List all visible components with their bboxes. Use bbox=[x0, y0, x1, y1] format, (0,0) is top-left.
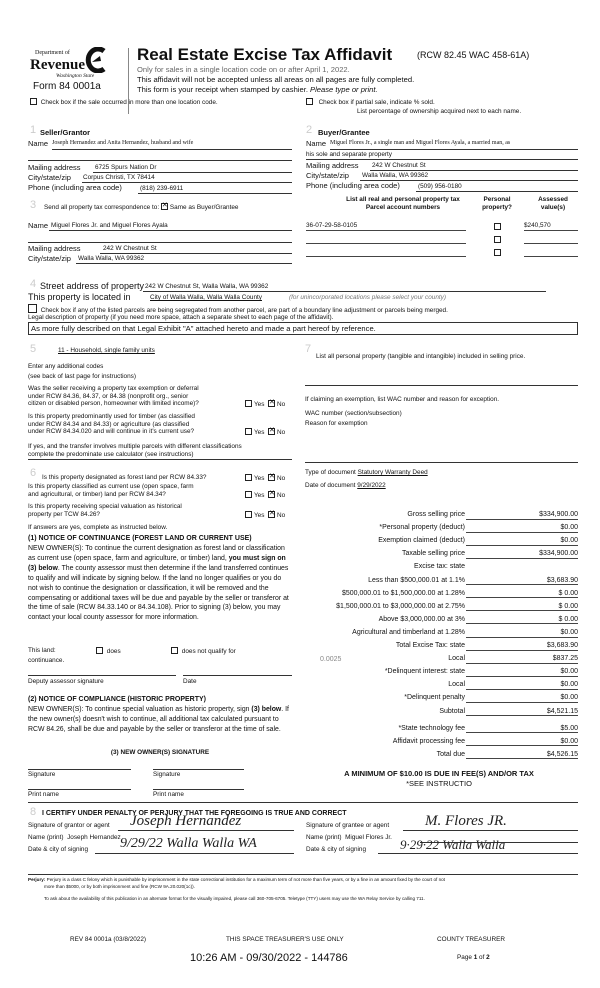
buyer-city-field[interactable]: Walla Walla, WA 99362 bbox=[362, 172, 429, 179]
parcel-number-field[interactable] bbox=[306, 235, 466, 244]
land-use-code[interactable]: 11 - Household, single family units bbox=[58, 347, 155, 354]
revenue-logo-text: Revenue bbox=[30, 57, 85, 73]
see-instructions: *SEE INSTRUCTIO bbox=[406, 779, 472, 788]
tax-row-label: *Delinquent penalty bbox=[404, 694, 465, 702]
tax-row-label: Subtotal bbox=[439, 707, 465, 715]
q-forest: Is this property designated as forest land per RCW 84.33? bbox=[42, 474, 207, 481]
buyer-name-label: Name bbox=[306, 139, 327, 148]
street-field[interactable]: 242 W Chestnut St, Walla Walla, WA 99362 bbox=[145, 283, 269, 290]
tax-row-label: Total Excise Tax: state bbox=[395, 642, 465, 649]
doc-date-field[interactable]: 9/29/2022 bbox=[357, 482, 386, 489]
seller-city-label: City/state/zip bbox=[28, 173, 71, 182]
grantor-signature[interactable]: Joseph Hernandez bbox=[130, 813, 242, 829]
yes-checkbox[interactable]: Yes bbox=[245, 475, 264, 482]
grantor-name: Name (print) Joseph Hernandez bbox=[28, 834, 121, 841]
personal-property-label: List all personal property (tangible and intangible) included in selling price. bbox=[316, 353, 526, 360]
yes-checkbox[interactable]: Yes bbox=[245, 429, 264, 436]
q-historic: Is this property receiving special valuation as historical property per TCW 84.26? bbox=[28, 503, 182, 518]
tax-row-label: Taxable selling price bbox=[401, 550, 465, 558]
section-number: 7 bbox=[305, 343, 312, 355]
parcel-header: List all real and personal property tax Parcel account numbers bbox=[346, 196, 460, 211]
seller-phone-label: Phone (including area code) bbox=[28, 183, 122, 192]
personal-property-checkbox[interactable] bbox=[494, 222, 503, 231]
treasurer-stamp: 10:26 AM - 09/30/2022 - 144786 bbox=[190, 952, 348, 964]
same-as-buyer-checkbox[interactable] bbox=[161, 203, 168, 210]
parcel-number-field[interactable]: 36-07-29-58-0105 bbox=[306, 222, 466, 231]
tax-row-label: Affidavit processing fee bbox=[392, 737, 465, 745]
deputy-signature-field[interactable]: Deputy assessor signature bbox=[28, 678, 104, 685]
seller-heading: Seller/Grantor bbox=[40, 128, 91, 137]
q-timber: Is this property predominantly used for timber (as classified under RCW 84.34 and 84.33) or agriculture (as classified under RCW 84.34.020 and will continue in it's current use? bbox=[28, 413, 195, 436]
tax-row-value[interactable]: $0.00 bbox=[466, 629, 578, 638]
tax-row-value[interactable]: $0.00 bbox=[466, 681, 578, 690]
tax-row-label: Local bbox=[448, 655, 465, 663]
q-historic-yesno bbox=[245, 511, 285, 520]
tax-row-label: Local bbox=[448, 681, 465, 689]
buyer-mail-label: Mailing address bbox=[306, 161, 359, 170]
personal-property-checkbox[interactable] bbox=[494, 235, 503, 244]
tax-row-value[interactable]: $0.00 bbox=[466, 537, 578, 546]
header-line1: Only for sales in a single location code on or after April 1, 2022. bbox=[137, 65, 350, 74]
buyer-city-label: City/state/zip bbox=[306, 171, 349, 180]
corr-name-label: Name bbox=[28, 221, 49, 230]
no-checkbox[interactable]: ✕ No bbox=[268, 512, 285, 519]
section-number: 8 bbox=[30, 806, 37, 818]
grantor-date-label: Date & city of signing bbox=[28, 846, 89, 853]
tax-row-value[interactable]: $3,683.90 bbox=[466, 642, 578, 651]
correspondence-label: Send all property tax correspondence to: ✕ Same as Buyer/Grantee bbox=[44, 203, 238, 212]
no-checkbox[interactable]: ✕ No bbox=[268, 401, 285, 408]
seller-mail-field[interactable]: 6725 Spurs Nation Dr bbox=[95, 164, 157, 171]
section-number: 2 bbox=[306, 124, 313, 136]
perjury-notice: Perjury: Perjury is a class C felony which is punishable by imprisonment in the state correctional institution for a maximum term of not more than five years, or by a fine in an amount fixed by the court of not bbox=[28, 877, 445, 882]
treasurer-use-label: THIS SPACE TREASURER'S USE ONLY bbox=[226, 936, 344, 943]
section-number: 5 bbox=[30, 343, 37, 355]
tax-row-label: *Personal property (deduct) bbox=[379, 524, 465, 532]
buyer-phone-field[interactable]: (509) 956-0180 bbox=[418, 183, 462, 190]
owner-signature-2[interactable]: Signature bbox=[153, 771, 181, 778]
buyer-mail-field[interactable]: 242 W Chestnut St bbox=[372, 162, 426, 169]
grantee-signature-label: Signature of grantee or agent bbox=[306, 822, 390, 829]
tax-row-value[interactable]: $4,521.15 bbox=[466, 708, 578, 717]
tax-row-label: $500,000.01 to $1,500,000.00 at 1.28% bbox=[342, 589, 465, 597]
yes-checkbox[interactable]: Yes bbox=[245, 401, 264, 408]
corr-name-field[interactable]: Miguel Flores Jr. and Miguel Flores Ayala bbox=[51, 222, 168, 229]
assessed-value-field[interactable]: $240,570 bbox=[524, 222, 578, 231]
corr-mail-label: Mailing address bbox=[28, 244, 81, 253]
tax-row-label: Total due bbox=[436, 750, 465, 758]
q-exemption-yesno bbox=[245, 400, 285, 409]
grantee-date-label: Date & city of signing bbox=[306, 846, 367, 853]
notice-compliance-title: (2) NOTICE OF COMPLIANCE (HISTORIC PROPERTY) bbox=[28, 696, 206, 703]
located-label: This property is located in bbox=[28, 292, 131, 302]
page-title: Real Estate Excise Tax Affidavit bbox=[137, 45, 393, 64]
doc-type: Type of document Statutory Warranty Deed bbox=[305, 469, 428, 476]
tax-row-value[interactable]: $3,683.90 bbox=[466, 577, 578, 586]
legal-description-field[interactable]: As more fully described on that Legal Exhibit "A" attached hereto and made a part hereof by reference. bbox=[28, 322, 578, 335]
multi-location-checkbox[interactable]: Check box if the sale occurred in more than one location code. bbox=[30, 98, 218, 107]
yes-checkbox[interactable]: Yes bbox=[245, 512, 264, 519]
tax-row-label: Agricultural and timberland at 1.28% bbox=[352, 628, 465, 636]
header-line3: This form is your receipt when stamped by cashier. Please type or print. bbox=[137, 85, 378, 94]
street-label: Street address of property bbox=[40, 281, 145, 291]
seller-mail-label: Mailing address bbox=[28, 163, 81, 172]
state-label: Washington State bbox=[56, 73, 95, 79]
tax-row-value[interactable]: $5.00 bbox=[466, 725, 578, 734]
dor-logo-icon bbox=[84, 47, 106, 73]
section-number: 4 bbox=[30, 278, 37, 290]
seller-city-field[interactable]: Corpus Christi, TX 78414 bbox=[83, 174, 155, 181]
located-field[interactable]: City of Walla Walla, Walla Walla County bbox=[150, 294, 262, 301]
this-land-label: This land: bbox=[28, 647, 56, 654]
buyer-heading: Buyer/Grantee bbox=[318, 128, 370, 137]
tax-row-label: *Delinquent interest: state bbox=[384, 668, 465, 676]
perjury-notice-2: more than $5000, or by both imprisonment and fine (RCW 9A.20.020(1c)). bbox=[44, 884, 195, 889]
buyer-name-field[interactable]: Miguel Flores Jr., a single man and Miguel Flores Ayala, a married man, as bbox=[330, 140, 511, 146]
tax-row-value[interactable]: $0.00 bbox=[466, 738, 578, 747]
notice-continuance-title: (1) NOTICE OF CONTINUANCE (FOREST LAND OR CURRENT USE) bbox=[28, 535, 252, 542]
corr-city-field[interactable]: Walla Walla, WA 99362 bbox=[78, 255, 145, 262]
q-timber-yesno bbox=[245, 428, 285, 437]
doc-type-field[interactable]: Statutory Warranty Deed bbox=[357, 469, 428, 476]
tax-row-label: Exemption claimed (deduct) bbox=[378, 537, 465, 545]
located-hint: (for unincorporated locations please select your county) bbox=[289, 294, 447, 301]
tax-row-value[interactable]: $ 0.00 bbox=[466, 590, 578, 599]
does-not-checkbox[interactable]: does not qualify for bbox=[171, 647, 236, 656]
county-treasurer-label: COUNTY TREASURER bbox=[437, 936, 505, 943]
tax-row-label: *State technology fee bbox=[398, 724, 465, 732]
q-forest-yesno bbox=[245, 474, 285, 483]
notice-compliance-text: NEW OWNER(S): To continue special valuation as historic property, sign (3) below. If the new owner(s) doesn't wish to continue, all additional tax calculated pursuant to RCW 84.26, shall be due and payable by the seller or transferor at the time of sale. bbox=[28, 706, 289, 733]
grantee-name: Name (print) Miguel Flores Jr. bbox=[306, 834, 392, 841]
tax-row-label: Less than $500,000.01 at 1.1% bbox=[368, 576, 465, 584]
no-checkbox[interactable]: ✕ No bbox=[268, 475, 285, 482]
tax-row-value[interactable]: $0.00 bbox=[466, 694, 578, 703]
additional-codes-note: (see back of last page for instructions) bbox=[28, 373, 136, 380]
personal-property-checkbox[interactable] bbox=[494, 248, 503, 257]
additional-codes-label: Enter any additional codes bbox=[28, 363, 104, 370]
local-rate: 0.0025 bbox=[320, 656, 342, 663]
q-exemption: Was the seller receiving a property tax exemption or deferral under RCW 84.36, 84.37, or 84.38 (nonprofit org., senior citizen or disabled person, homeowner with limited income)? bbox=[28, 385, 199, 408]
segregated-checkbox[interactable]: Check box if any of the listed parcels are being segregated from another parcel, are part of a boundary line adjustment or parcels being merged. bbox=[28, 304, 448, 315]
section-number: 6 bbox=[30, 467, 37, 479]
grantee-signature[interactable]: M. Flores JR. bbox=[425, 813, 507, 829]
seller-name-label: Name bbox=[28, 139, 49, 148]
tax-row-value[interactable]: $0.00 bbox=[466, 524, 578, 533]
owner-signature-1[interactable]: Signature bbox=[28, 771, 56, 778]
tax-row-value[interactable]: $837.25 bbox=[466, 655, 578, 664]
accessibility-notice: To ask about the availability of this publication in an alternate format for the visually impaired, please call 360-705-6705. Teletype (TTY) users may use the WA Relay Service by calling 711. bbox=[44, 896, 425, 901]
deputy-date-field[interactable]: Date bbox=[183, 678, 197, 685]
grantor-date-city[interactable]: 9/29/22 Walla Walla WA bbox=[120, 836, 257, 851]
wac-number-field[interactable]: WAC number (section/subsection) bbox=[305, 410, 402, 417]
assessed-value-field[interactable] bbox=[524, 235, 578, 244]
if-yes-note: If answers are yes, complete as instructed below. bbox=[28, 524, 168, 531]
continuance-label: continuance. bbox=[28, 657, 65, 664]
no-checkbox[interactable]: ✕ No bbox=[268, 429, 285, 436]
seller-name-field[interactable]: Joseph Hernandez and Anita Hernandez, husband and wife bbox=[52, 140, 194, 146]
tax-row-label: Above $3,000,000.00 at 3% bbox=[378, 615, 465, 623]
buyer-name-line2[interactable]: his sole and separate property bbox=[306, 151, 392, 158]
corr-mail-field[interactable]: 242 W Chestnut St bbox=[103, 245, 157, 252]
tax-row-value[interactable]: $0.00 bbox=[466, 668, 578, 677]
header-line2: This affidavit will not be accepted unless all areas on all pages are fully completed. bbox=[137, 75, 415, 84]
seller-phone-field[interactable]: (818) 239-6911 bbox=[140, 185, 184, 192]
partial-sale-checkbox[interactable]: Check box if partial sale, indicate % sold. bbox=[306, 98, 435, 107]
multi-parcel-note: If yes, and the transfer involves multiple parcels with different classifications complete the predominate use calculator (see instructions) bbox=[28, 443, 242, 458]
tax-row-value[interactable]: $ 0.00 bbox=[466, 603, 578, 612]
revision-label: REV 84 0001a (03/8/2022) bbox=[70, 936, 147, 943]
assessed-header: Assessed value(s) bbox=[538, 196, 568, 211]
q-current-use-yesno bbox=[245, 491, 285, 500]
grantor-signature-label: Signature of grantor or agent bbox=[28, 822, 110, 829]
tax-row-value[interactable]: $334,900.00 bbox=[466, 550, 578, 559]
tax-row-value[interactable]: $334,900.00 bbox=[466, 511, 578, 520]
minimum-due-notice: A MINIMUM OF $10.00 IS DUE IN FEE(S) AND/OR TAX bbox=[344, 769, 534, 778]
page-indicator: Page 1 of 2 bbox=[457, 954, 490, 961]
parcel-number-field[interactable] bbox=[306, 248, 466, 257]
assessed-value-field[interactable] bbox=[524, 248, 578, 257]
new-owner-signature-title: (3) NEW OWNER(S) SIGNATURE bbox=[110, 749, 210, 756]
dept-label: Department of bbox=[35, 50, 70, 56]
owner-print-name-1[interactable]: Print name bbox=[28, 791, 59, 798]
corr-city-label: City/state/zip bbox=[28, 254, 71, 263]
exemption-claim-label: If claiming an exemption, list WAC number and reason for exception. bbox=[305, 396, 500, 403]
tax-row-label: Excise tax: state bbox=[414, 563, 465, 571]
tax-row-value[interactable]: $ 0.00 bbox=[466, 616, 578, 625]
partial-sale-note: List percentage of ownership acquired next to each name. bbox=[357, 108, 522, 115]
grantee-date-city[interactable]: 9·29·22 Walla Walla bbox=[400, 837, 506, 852]
does-checkbox[interactable]: does bbox=[96, 647, 121, 656]
yes-checkbox[interactable]: Yes bbox=[245, 492, 264, 499]
section-number: 3 bbox=[30, 199, 37, 211]
notice-continuance-text: NEW OWNER(S): To continue the current designation as forest land or classification as current use (open space, farm and agriculture, or timber) land, you must sign on (3) below. The county assessor must then determine if the land transferred continues to qualify and will indicate by signing below. If the land no longer qualifies or you do not wish to continue the designation or classification, it will be removed and the compensating or additional taxes will be due and payable by the seller or transferor at the time of sale (RCW 84.33.140 or 84.34.108). Prior to signing (3) below, you may contact your local county assessor for more information. bbox=[28, 545, 289, 622]
doc-date: Date of document 9/29/2022 bbox=[305, 482, 386, 489]
tax-row-value[interactable]: $4,526.15 bbox=[466, 751, 578, 760]
no-checkbox[interactable]: ✕ No bbox=[268, 492, 285, 499]
buyer-phone-label: Phone (including area code) bbox=[306, 181, 400, 190]
q-current-use: Is this property classified as current use (open space, farm and agricultural, or timber) land per RCW 84.34? bbox=[28, 483, 194, 498]
rcw-reference: (RCW 82.45 WAC 458-61A) bbox=[417, 50, 530, 60]
personal-header: Personal property? bbox=[482, 196, 512, 211]
form-number: Form 84 0001a bbox=[33, 81, 101, 92]
tax-row-label: $1,500,000.01 to $3,000,000.00 at 2.75% bbox=[336, 602, 465, 610]
reason-field[interactable]: Reason for exemption bbox=[305, 420, 368, 427]
tax-row-label: Gross selling price bbox=[407, 511, 465, 518]
certify-statement: I CERTIFY UNDER PENALTY OF PERJURY THAT THE FOREGOING IS TRUE AND CORRECT bbox=[42, 810, 347, 817]
owner-print-name-2[interactable]: Print name bbox=[153, 791, 184, 798]
section-number: 1 bbox=[30, 124, 37, 136]
legal-label: Legal description of property (if you need more space, attach a separate sheet to each page of the affidavit). bbox=[28, 314, 334, 321]
